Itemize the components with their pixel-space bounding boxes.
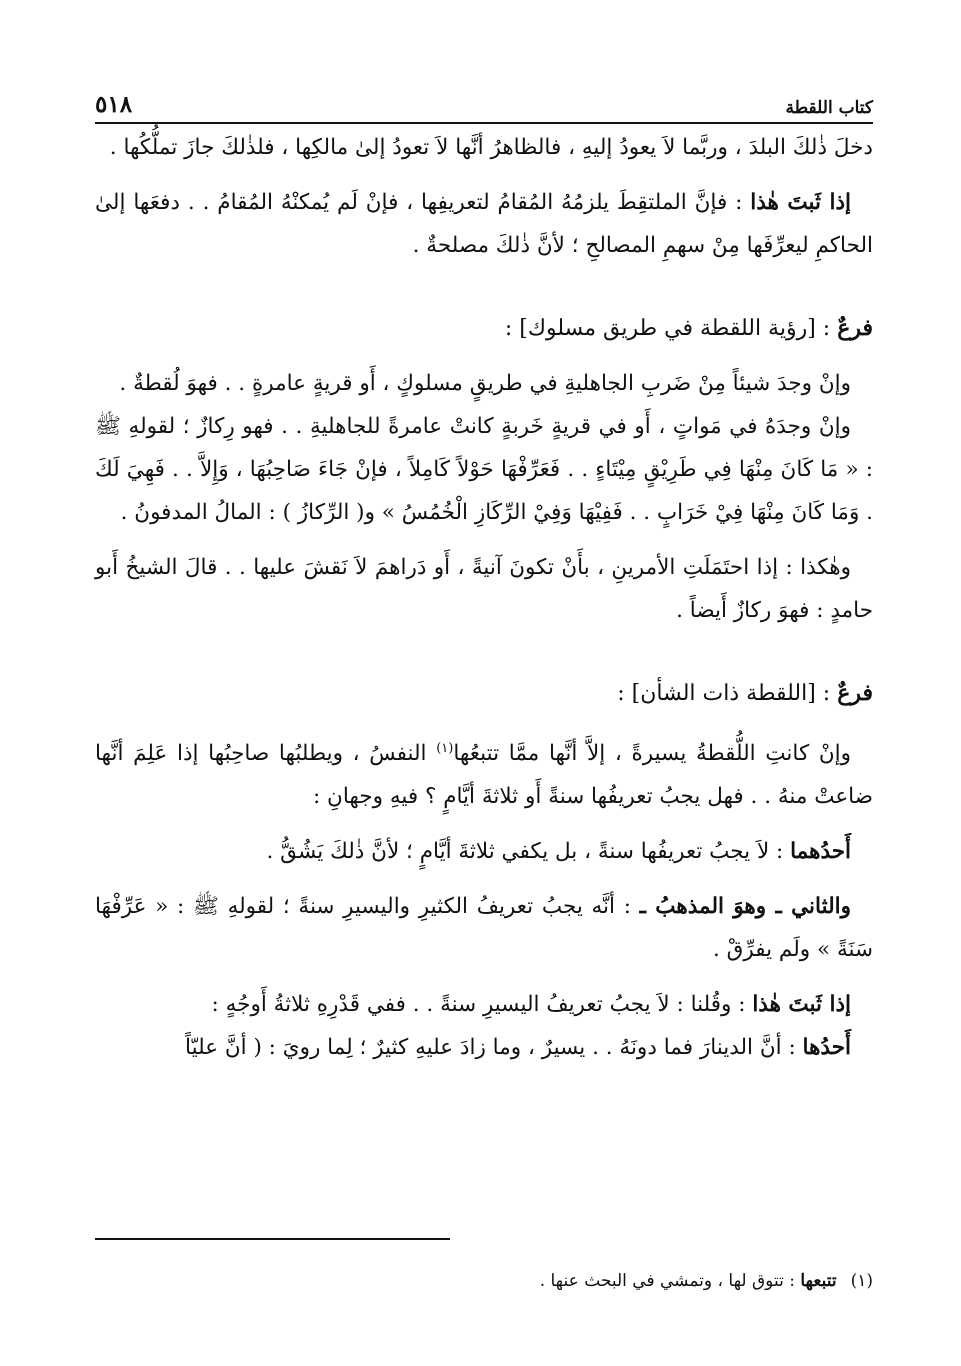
- paragraph-5: [95, 546, 873, 632]
- branch-1-label: فرعٌ: [837, 315, 873, 341]
- paragraph-8: [95, 885, 873, 971]
- paragraph-2-lead: إذا ثَبتَ هٰذا: [750, 190, 851, 215]
- paragraph-2-text: : فإنَّ الملتقِطَ يلزمُهُ المُقامُ لتعريفِها ، فإنْ لَم يُمكنْهُ المُقامُ . . دفعَها إلىٰ الحاكمِ ليعرِّفَها مِنْ سهمِ المصالحِ ؛ لأنَّ ذٰلكَ مصلحةٌ .: [95, 190, 873, 258]
- page-number: ٥١٨: [95, 91, 133, 118]
- paragraph-7-text: : لاَ يجبُ تعريفُها سنةً ، بل يكفي ثلاثةَ أيَّامٍ ؛ لأنَّ ذٰلكَ يَشُقُّ .: [266, 839, 791, 865]
- branch-1-title: : [رؤية اللقطة في طريق مسلوك] :: [504, 316, 838, 341]
- paragraph-4-intro: وإنْ وجدَهُ في مَواتٍ ، أَو في قريةٍ خَربةٍ كانتْ عامرةً للجاهليةِ . . فهو رِكازٌ ؛ لقولهِ ﷺ : «: [95, 414, 873, 482]
- footnote-marker: (١): [436, 741, 454, 756]
- paragraph-7: [95, 830, 873, 873]
- paragraph-10: [95, 1026, 873, 1069]
- page-header: [95, 84, 873, 124]
- paragraph-9-text: : وقُلنا : لاَ يجبُ تعريفُ اليسيرِ سنةً . . ففي قَدْرِهِ ثلاثةُ أَوجُهٍ :: [211, 992, 753, 1018]
- paragraph-8-lead: والثاني ـ وهوَ المذهبُ ـ: [639, 894, 851, 920]
- paragraph-10-lead: أَحدُها: [802, 1035, 851, 1061]
- footnote-number: (١): [850, 1271, 873, 1291]
- branch-2-label: فرعٌ: [837, 680, 873, 706]
- running-title: كتاب اللقطة: [785, 98, 873, 118]
- hadith-quote: مَا كَانَ مِنْهَا فِي طَرِيْقٍ مِيْتَاءٍ . . فَعَرِّفْهَا حَوْلاً كَامِلاً ، فإنْ جَاءَ صَاحِبُهَا ، وَإِلاَّ . . فَهِيَ لَكَ . وَمَا كَانَ مِنْهَا فِيْ خَرَابٍ . . فَفِيْهَا وَفِيْ الرِّكَازِ الْخُمُسُ: [95, 457, 873, 525]
- footnote-divider: [95, 1238, 450, 1240]
- paragraph-3: [95, 362, 873, 405]
- paragraph-2: [95, 181, 873, 267]
- paragraph-1: [95, 126, 873, 169]
- paragraph-4-end: » و( الرِّكازُ ) : المالُ المدفونُ .: [120, 500, 402, 525]
- footnote: [95, 1266, 873, 1296]
- paragraph-6-text-b: النفسُ ، ويطلبُها صاحِبُها إذا عَلِمَ أنَّها ضاعتْ منهُ . . فهل يجبُ تعريفُها سنةً أَو ثلاثةَ أيَّامٍ ؟ فيهِ وجهانِ :: [95, 741, 873, 810]
- book-page: [95, 0, 873, 1366]
- paragraph-10-text: : أنَّ الدينارَ فما دونَهُ . . يسيرٌ ، وما زادَ عليهِ كثيرٌ ؛ لِما رويَ : ( أنَّ عليّاً: [185, 1035, 803, 1061]
- paragraph-6-text-a: وإنْ كانتِ اللُّقطةُ يسيرةً ، إلاَّ أنَّها ممَّا تتبعُها: [453, 741, 851, 767]
- branch-2-title: : [اللقطة ذات الشأن] :: [617, 681, 838, 706]
- paragraph-8-text: : أنَّه يجبُ تعريفُ الكثيرِ واليسيرِ سنةً ؛ لقولهِ ﷺ : « عَرِّفْهَا سَنَةً » ولَم يفرِّقْ .: [95, 894, 873, 963]
- footnote-text: : تتوق لها ، وتمشي في البحث عنها .: [539, 1271, 801, 1291]
- paragraph-5-text: وهٰكذا : إذا احتَمَلَتِ الأمرينِ ، بأَنْ تكونَ آنيةً ، أَو دَراهمَ لاَ نَقشَ عليها . . قالَ الشيخُ أَبو حامدٍ : فهوَ ركازٌ أَيضاً .: [95, 555, 873, 623]
- footnote-term: تتبعها: [800, 1271, 837, 1291]
- paragraph-7-lead: أَحدُهما: [790, 839, 851, 865]
- paragraph-1-text: دخلَ ذٰلكَ البلدَ ، وربَّما لاَ يعودُ إليهِ ، فالظاهرُ أنَّها لاَ تعودُ إلىٰ مالكِها ، فلذٰلكَ جازَ تملُّكُها .: [109, 135, 873, 160]
- paragraph-9: [95, 983, 873, 1026]
- paragraph-4: [95, 405, 873, 534]
- page-body: [95, 126, 873, 1069]
- paragraph-9-lead: إذا ثَبتَ هٰذا: [752, 992, 851, 1018]
- branch-heading-2: [95, 672, 873, 715]
- paragraph-3-text: وإنْ وجدَ شيئاً مِنْ ضَربِ الجاهليةِ في طريقٍ مسلوكٍ ، أَو قريةٍ عامرةٍ . . فهوَ لُقطةٌ .: [119, 371, 851, 396]
- branch-heading-1: [95, 307, 873, 350]
- paragraph-6: [95, 727, 873, 818]
